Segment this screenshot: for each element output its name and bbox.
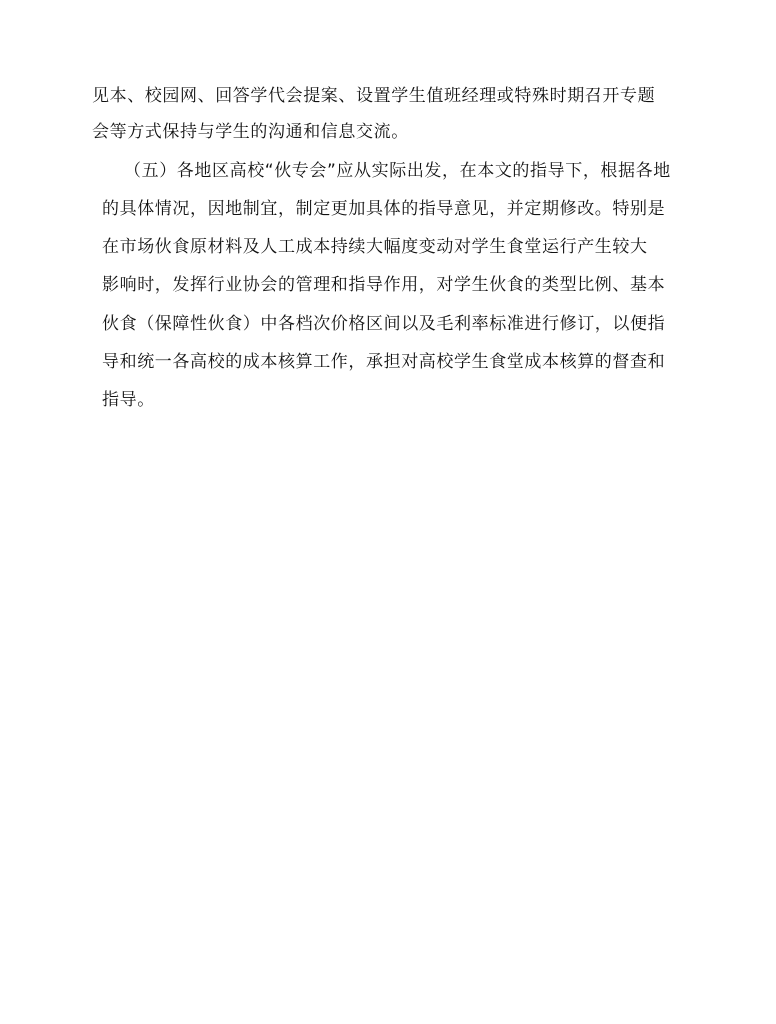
- paragraph-line-1: 见本、校园网、回答学代会提案、设置学生值班经理或特殊时期召开专题: [92, 86, 656, 106]
- paragraph-line-6: 影响时，发挥行业协会的管理和指导作用，对学生伙食的类型比例、基本: [102, 275, 666, 295]
- paragraph-line-8: 导和统一各高校的成本核算工作，承担对高校学生食堂成本核算的督查和: [102, 352, 666, 372]
- paragraph-line-7: 伙食（保障性伙食）中各档次价格区间以及毛利率标准进行修订，以便指: [102, 314, 666, 334]
- paragraph-line-3: （五）各地区高校“伙专会”应从实际出发，在本文的指导下，根据各地: [124, 161, 671, 181]
- paragraph-line-9: 指导。: [102, 390, 155, 410]
- paragraph-line-4: 的具体情况，因地制宜，制定更加具体的指导意见，并定期修改。特别是: [102, 199, 666, 219]
- paragraph-line-2: 会等方式保持与学生的沟通和信息交流。: [92, 122, 409, 142]
- paragraph-line-5: 在市场伙食原材料及人工成本持续大幅度变动对学生食堂运行产生较大: [102, 237, 648, 257]
